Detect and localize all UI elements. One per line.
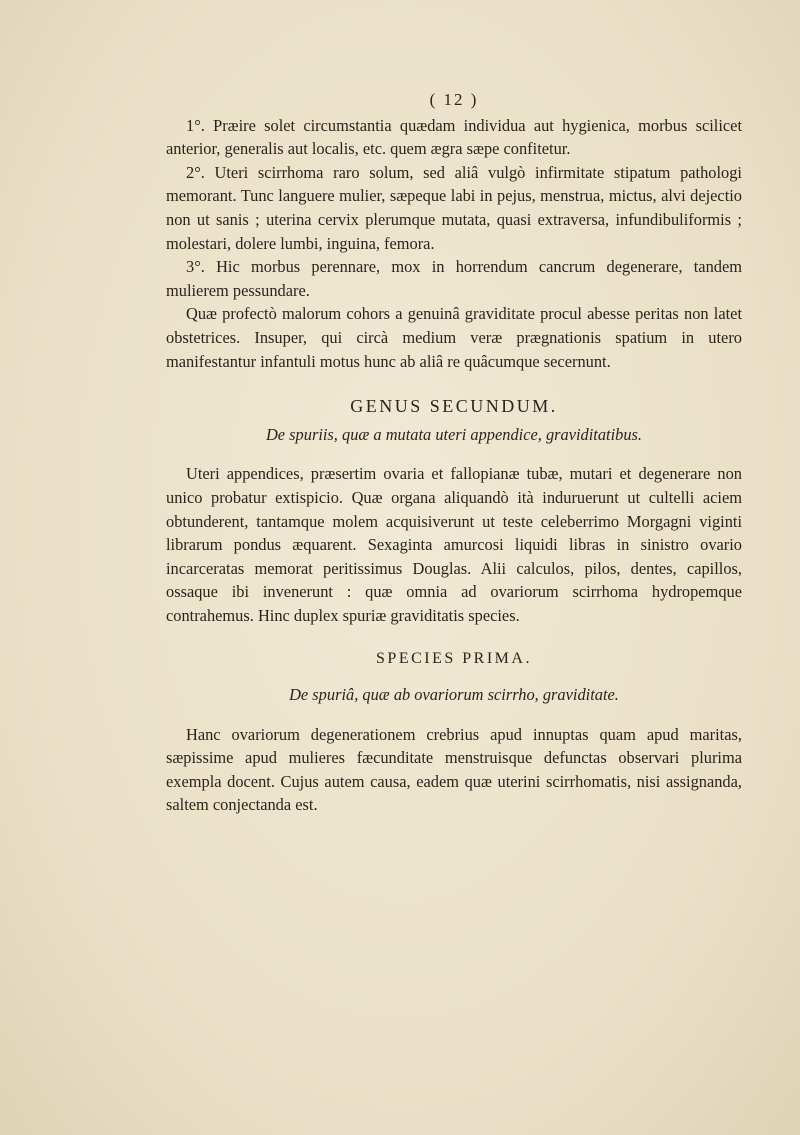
species-paragraph: Hanc ovariorum degenerationem crebrius apud innuptas quam apud maritas, sæpissime apud mulieres fæcunditate menstruisque defunctas observari plurima exempla docent. Cujus autem causa, eadem quæ uterini scirrhomatis, nisi assignanda, saltem conjectanda est. — [166, 724, 742, 815]
paragraph-3: 3°. Hic morbus perennare, mox in horrendum cancrum degenerare, tandem mulierem pessundare. — [166, 257, 742, 300]
page-number: ( 12 ) — [429, 90, 479, 109]
genus-paragraph: Uteri appendices, præsertim ovaria et fallopianæ tubæ, mutari et degenerare non unico probatur extispicio. Quæ organa aliquandò ità induruerunt ut cultelli aciem obtunderent, tantamque molem acquisiverunt ut teste celeberrimo Morgagni viginti librarum pondus æquarent. Sexaginta amurcosi liquidi libras in sinistro ovario incarceratas memorat peritissimus Douglas. Alii calculos, pilos, dentes, capillos, ossaque ibi invenerunt : quæ omnia ad ovariorum scirrhoma hydropemque contrahemus. Hinc duplex spuriæ graviditatis species. — [166, 464, 742, 625]
paragraph-4: Quæ profectò malorum cohors a genuinâ graviditate procul abesse peritas non latet obstetrices. Insuper, qui circà medium veræ prægnationis spatium in utero manifestantur infantuli motus hunc ab aliâ re quâcumque secernunt. — [166, 304, 742, 371]
species-heading: SPECIES PRIMA. — [376, 650, 532, 668]
paragraph-1: 1°. Præire solet circumstantia quædam individua aut hygienica, morbus scilicet anterior, generalis aut localis, etc. quem ægra sæpe confitetur. — [166, 115, 742, 159]
genus-subtitle: De spuriis, quæ a mutata uteri appendice, graviditatibus. — [265, 424, 643, 444]
paragraph-2: 2°. Uteri scirrhoma raro solum, sed aliâ vulgò infirmitate stipatum pathologi memorant. Tunc languere mulier, sæpeque labi in pejus, menstrua, mictus, alvi dejectio non ut sanis ; uterina cervix plerumque mutata, quasi extraversa, infundibuliformis ; molestari, dolere lumbi, inguina, femora. — [166, 162, 742, 253]
text-block — [166, 88, 742, 817]
genus-heading: GENUS SECUNDUM. — [350, 396, 558, 417]
species-subtitle: De spuriâ, quæ ab ovariorum scirrho, graviditate. — [289, 685, 619, 705]
